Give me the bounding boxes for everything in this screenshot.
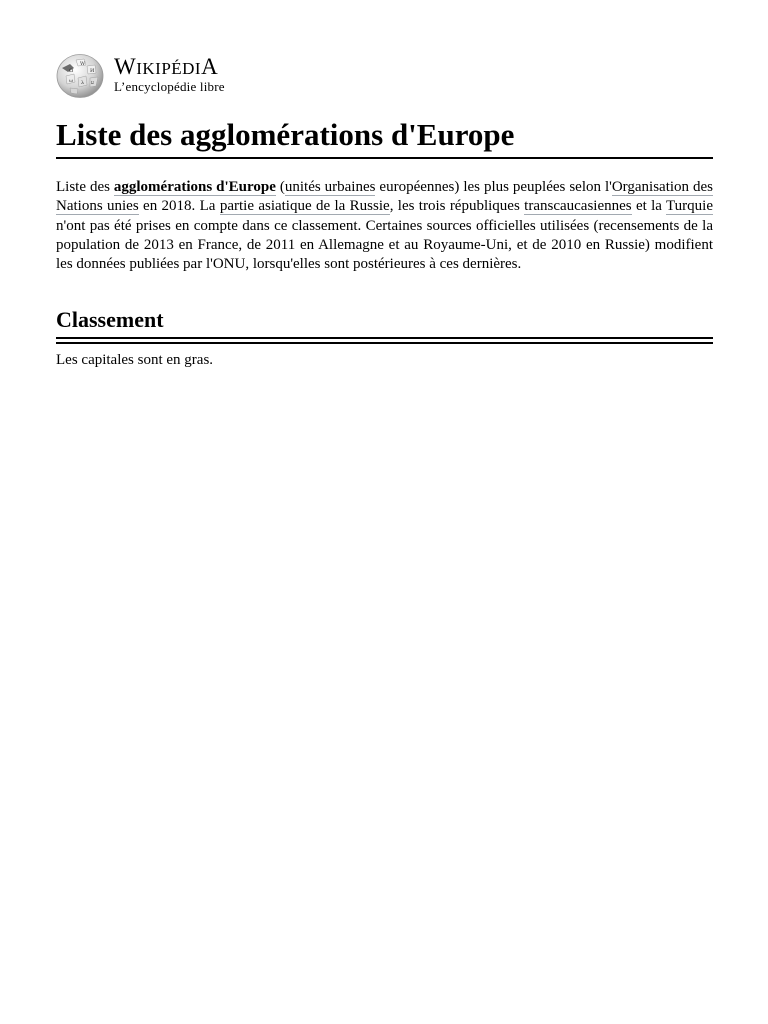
intro-paragraph xyxy=(56,178,713,274)
intro-text-1: Liste des xyxy=(56,179,114,195)
intro-text-6: et la xyxy=(631,198,667,215)
link-partie-asiatique-russie[interactable]: partie asiatique de la Russie xyxy=(219,198,390,215)
section-note: Les capitales sont en gras. xyxy=(56,352,214,368)
link-agglomerations-europe[interactable]: agglomérations d'Europe xyxy=(113,179,276,195)
link-unites-urbaines[interactable]: unités urbaines xyxy=(284,179,376,195)
site-tagline: L’encyclopédie libre xyxy=(114,79,225,94)
page-title: Liste des agglomérations d'Europe xyxy=(56,116,713,159)
intro-text-3: européennes) les plus peuplées selon l' xyxy=(375,179,612,195)
svg-text:Ω: Ω xyxy=(69,68,74,74)
section-divider xyxy=(56,342,713,344)
site-header[interactable] xyxy=(56,52,356,100)
wikipedia-globe-icon[interactable] xyxy=(56,54,104,98)
intro-text-5: , les trois républiques xyxy=(389,198,525,215)
svg-text:ω: ω xyxy=(69,78,74,84)
intro-text-7: n'ont pas été prises en compte dans ce classement. Certaines sources officielles utilisées (recensements de la population de 2013 en France, de 2011 en Allemagne et au Royaume-Uni, et de 2010 en Russie) modifient les données publiées par l'ONU, lorsqu'elles sont postérieures à ces dernières. xyxy=(56,217,713,273)
wordmark-middle: IKIPÉDI xyxy=(136,59,202,78)
svg-text:λ: λ xyxy=(81,80,85,86)
intro-text-4: en 2018. La xyxy=(138,198,220,215)
wordmark-w: W xyxy=(114,54,137,79)
link-organisation-nations-unies[interactable]: Organisation des Nations unies xyxy=(56,179,713,215)
section-heading-classement: Classement xyxy=(56,306,713,339)
svg-text:W: W xyxy=(80,61,86,67)
svg-text:И: И xyxy=(90,68,95,74)
wordmark-a: A xyxy=(201,54,219,79)
link-transcaucasiennes[interactable]: transcaucasiennes xyxy=(524,198,632,215)
intro-text-2: ( xyxy=(275,179,285,195)
site-wordmark[interactable] xyxy=(114,55,218,81)
svg-text:ע: ע xyxy=(91,80,94,86)
link-turquie[interactable]: Turquie xyxy=(666,198,714,215)
